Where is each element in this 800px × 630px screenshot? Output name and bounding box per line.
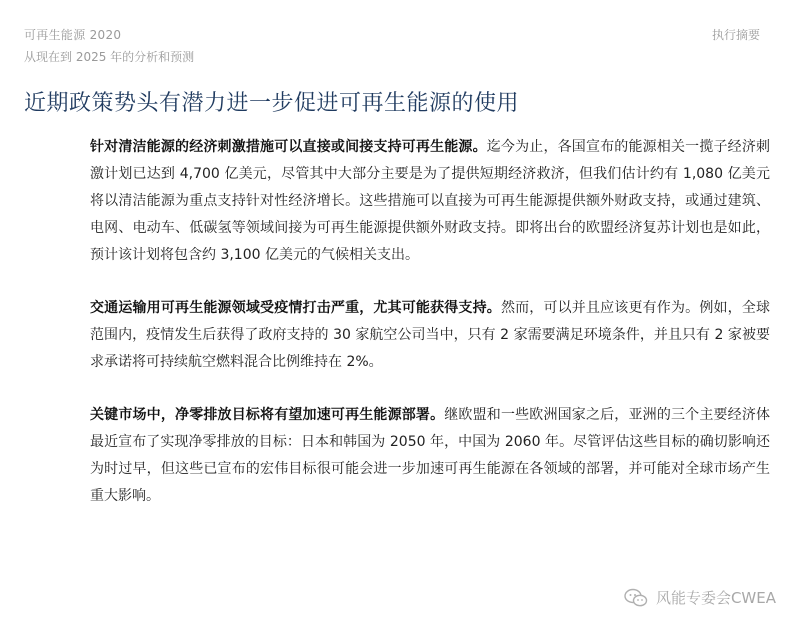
paragraph-3 bbox=[90, 402, 770, 510]
document-subtitle: 从现在到 2025 年的分析和预测 bbox=[24, 50, 195, 64]
section-label: 执行摘要 bbox=[711, 28, 760, 42]
watermark bbox=[624, 587, 776, 608]
paragraph-3-text: 继欧盟和一些欧洲国家之后，亚洲的三个主要经济体最近宣布了实现净零排放的目标：日本和韩国为 2050 年，中国为 2060 年。尽管评估这些目标的确切影响还为时过早，但这些已宣布的宏伟目标很可能会进一步加速可再生能源在各领域的部署，并可能对全球市场产生重大影响。 bbox=[90, 407, 771, 504]
article-body bbox=[90, 134, 770, 536]
document-title: 可再生能源 2020 bbox=[24, 28, 122, 42]
paragraph-1-text: 迄今为止，各国宣布的能源相关一揽子经济刺激计划已达到 4,700 亿美元，尽管其中大部分主要是为了提供短期经济救济，但我们估计约有 1,080 亿美元将以清洁能源为重点支持针对性经济增长。这些措施可以直接为可再生能源提供额外财政支持，或通过建筑、电网、电动车、低碳氢等领域间接为可再生能源提供额外财政支持。即将出台的欧盟经济复苏计划也是如此，预计该计划将包含约 3,100 亿美元的气候相关支出。 bbox=[90, 139, 770, 263]
paragraph-1-lead: 针对清洁能源的经济刺激措施可以直接或间接支持可再生能源。 bbox=[90, 139, 487, 155]
wechat-icon bbox=[624, 588, 648, 608]
page-heading: 近期政策势头有潜力进一步促进可再生能源的使用 bbox=[24, 91, 520, 116]
paragraph-2-text: 然而，可以并且应该更有作为。例如，全球范围内，疫情发生后获得了政府支持的 30 家航空公司当中，只有 2 家需要满足环境条件，并且只有 2 家被要求承诺将可持续航空燃料混合比例维持在 2%。 bbox=[90, 300, 771, 370]
watermark-text: 风能专委会CWEA bbox=[655, 589, 776, 607]
paragraph-2 bbox=[90, 295, 770, 376]
paragraph-3-lead: 关键市场中，净零排放目标将有望加速可再生能源部署。 bbox=[90, 407, 445, 423]
paragraph-1 bbox=[90, 134, 770, 269]
paragraph-2-lead: 交通运输用可再生能源领域受疫情打击严重，尤其可能获得支持。 bbox=[90, 300, 501, 316]
